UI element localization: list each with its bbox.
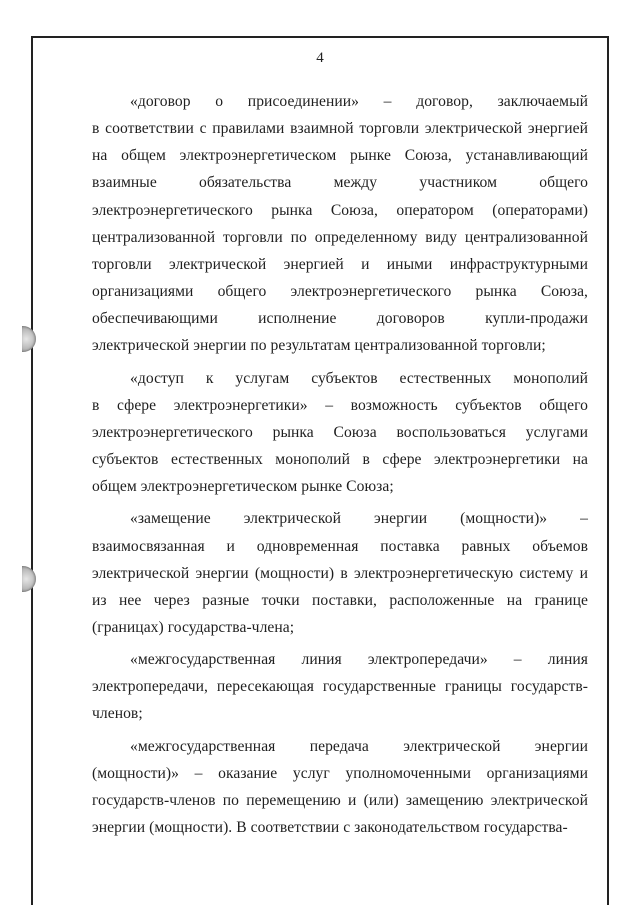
document-body (92, 88, 588, 846)
text-line: энергии (мощности). В соответствии с законодательством государства- (92, 819, 568, 837)
text-line: электроэнергетического рынка Союза, оператором (операторами) (92, 201, 588, 219)
text-line: членов; (92, 705, 143, 723)
text-line: взаимные обязательства между участником общего (92, 174, 588, 192)
text-line: организациями общего электроэнергетического рынка Союза, (92, 283, 588, 301)
text-line: (мощности)» – оказание услуг уполномоченными организациями (92, 764, 588, 782)
text-line: общем электроэнергетическом рынке Союза; (92, 478, 394, 496)
text-line: «договор о присоединении» – договор, заключаемый (130, 93, 588, 110)
paragraph (92, 505, 588, 641)
text-line: субъектов естественных монополий в сфере электроэнергетики на (92, 451, 588, 469)
paragraph (92, 733, 588, 842)
paragraph (92, 365, 588, 501)
text-line: обеспечивающими исполнение договоров купли-продажи (92, 310, 588, 328)
text-line: «межгосударственная передача электрической энергии (130, 737, 588, 755)
text-line: электрической энергии (мощности) в электроэнергетическую систему и (92, 564, 588, 582)
text-line: торговли электрической энергией и иными инфраструктурными (92, 255, 588, 273)
text-line: электрической энергии по результатам централизованной торговли; (92, 337, 546, 355)
text-line: электропередачи, пересекающая государственные границы государств- (92, 678, 588, 696)
paragraph (92, 88, 588, 360)
text-line: в сфере электроэнергетики» – возможность субъектов общего (92, 396, 588, 414)
text-line: из нее через разные точки поставки, расположенные на границе (92, 591, 588, 609)
text-line: централизованной торговли по определенному виду централизованной (92, 228, 588, 246)
paragraph (92, 646, 588, 727)
text-line: (границах) государства-члена; (92, 618, 295, 636)
text-line: государств-членов по перемещению и (или) замещению электрической (92, 791, 588, 809)
page-number: 4 (316, 50, 324, 66)
text-line: электроэнергетического рынка Союза воспользоваться услугами (92, 423, 588, 441)
text-line: «доступ к услугам субъектов естественных монополий (130, 369, 588, 387)
text-line: «межгосударственная линия электропередачи» – линия (130, 651, 588, 669)
text-line: «замещение электрической энергии (мощности)» – (130, 510, 588, 528)
text-line: в соответствии с правилами взаимной торговли электрической энергией (92, 120, 588, 138)
text-line: на общем электроэнергетическом рынке Союза, устанавливающий (92, 147, 588, 165)
text-line: взаимосвязанная и одновременная поставка равных объемов (92, 537, 588, 555)
